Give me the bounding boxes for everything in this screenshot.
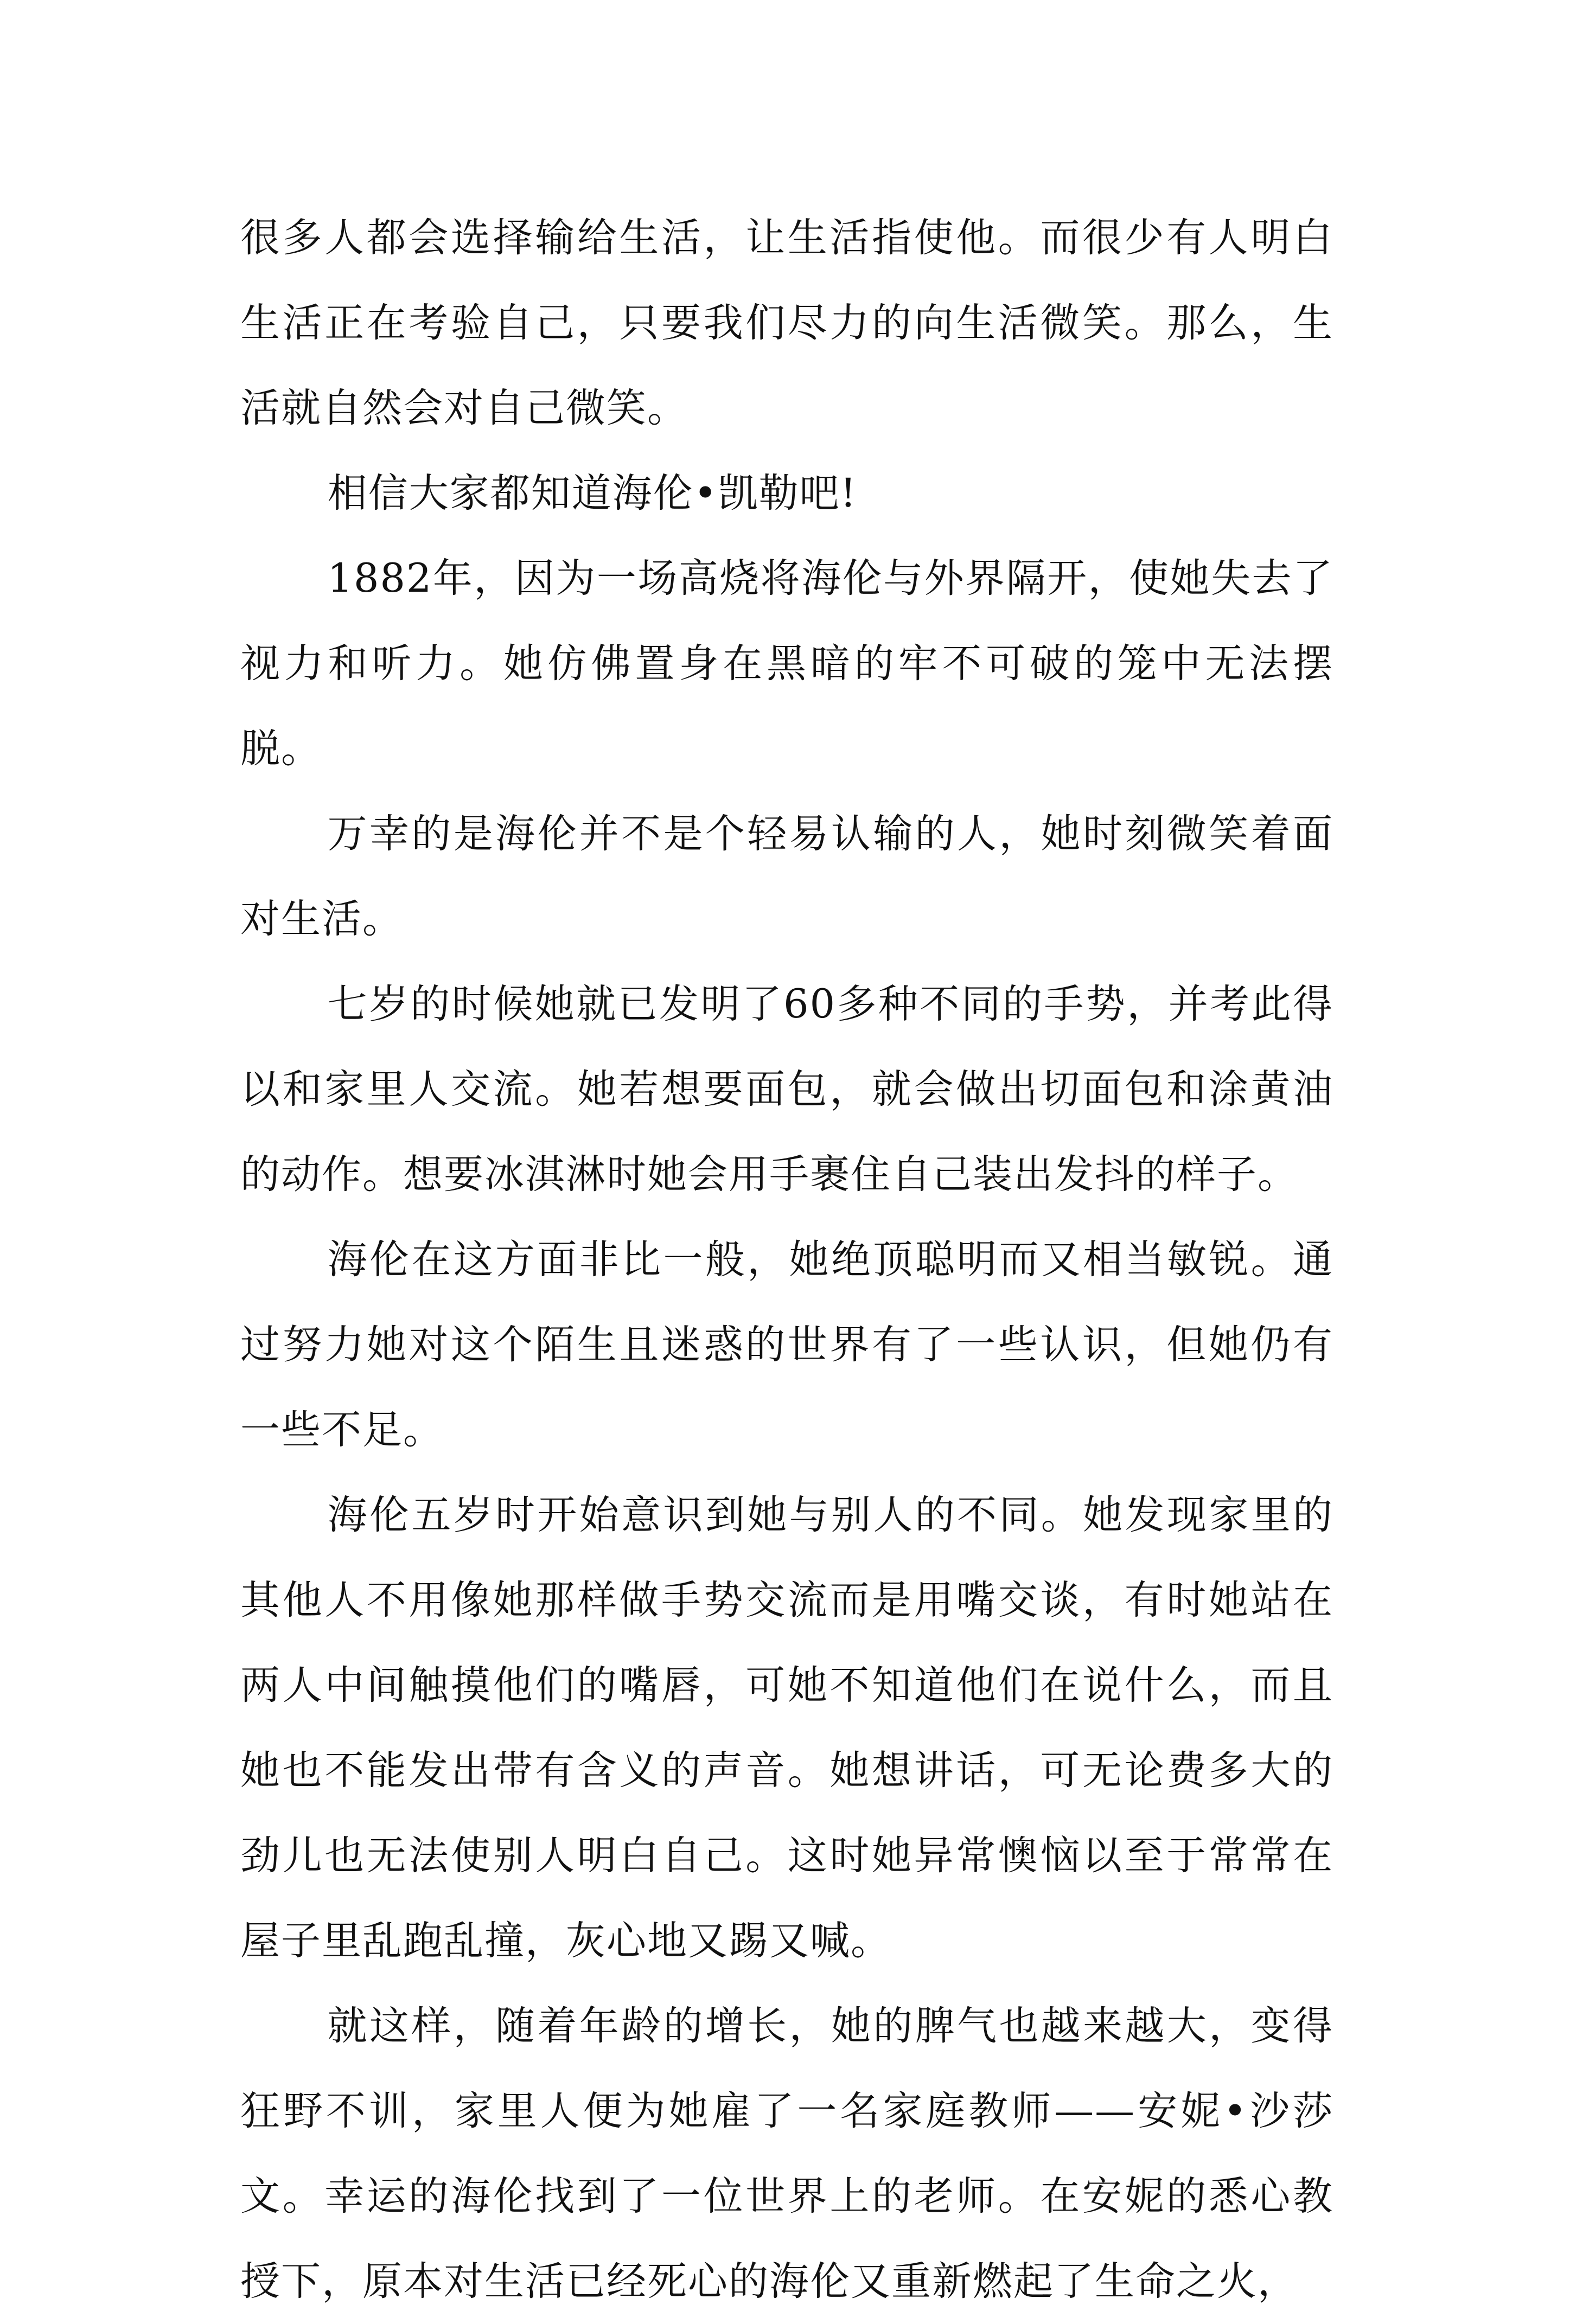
- paragraph-6: 海伦在这方面非比一般，她绝顶聪明而又相当敏锐。通过努力她对这个陌生且迷惑的世界有了一些认识，但她仍有一些不足。: [240, 1237, 1333, 1453]
- body-text: [240, 195, 1333, 2324]
- paragraph-5: 七岁的时候她就已发明了60多种不同的手势，并考此得以和家里人交流。她若想要面包，就会做出切面包和涂黄油的动作。想要冰淇淋时她会用手裹住自己装出发抖的样子。: [240, 981, 1333, 1198]
- paragraph-4: 万幸的是海伦并不是个轻易认输的人，她时刻微笑着面对生活。: [240, 811, 1333, 942]
- paragraph-2: 相信大家都知道海伦•凯勒吧!: [327, 470, 857, 516]
- paragraph-3: 1882年，因为一场高烧将海伦与外界隔开，使她失去了视力和听力。她仿佛置身在黑暗的牢不可破的笼中无法摆脱。: [240, 555, 1333, 772]
- paragraph-7: 海伦五岁时开始意识到她与别人的不同。她发现家里的其他人不用像她那样做手势交流而是用嘴交谈，有时她站在两人中间触摸他们的嘴唇，可她不知道他们在说什么，而且她也不能发出带有含义的声音。她想讲话，可无论费多大的劲儿也无法使别人明白自己。这时她异常懊恼以至于常常在屋子里乱跑乱撞，灰心地又踢又喊。: [240, 1492, 1333, 1964]
- paragraph-8: 就这样，随着年龄的增长，她的脾气也越来越大，变得狂野不训，家里人便为她雇了一名家庭教师——安妮•沙莎文。幸运的海伦找到了一位世界上的老师。在安妮的悉心教授下，原本对生活已经死心的海伦又重新燃起了生命之火，: [240, 2003, 1333, 2304]
- paragraph-1: 很多人都会选择输给生活，让生活指使他。而很少有人明白生活正在考验自己，只要我们尽力的向生活微笑。那么，生活就自然会对自己微笑。: [240, 215, 1333, 431]
